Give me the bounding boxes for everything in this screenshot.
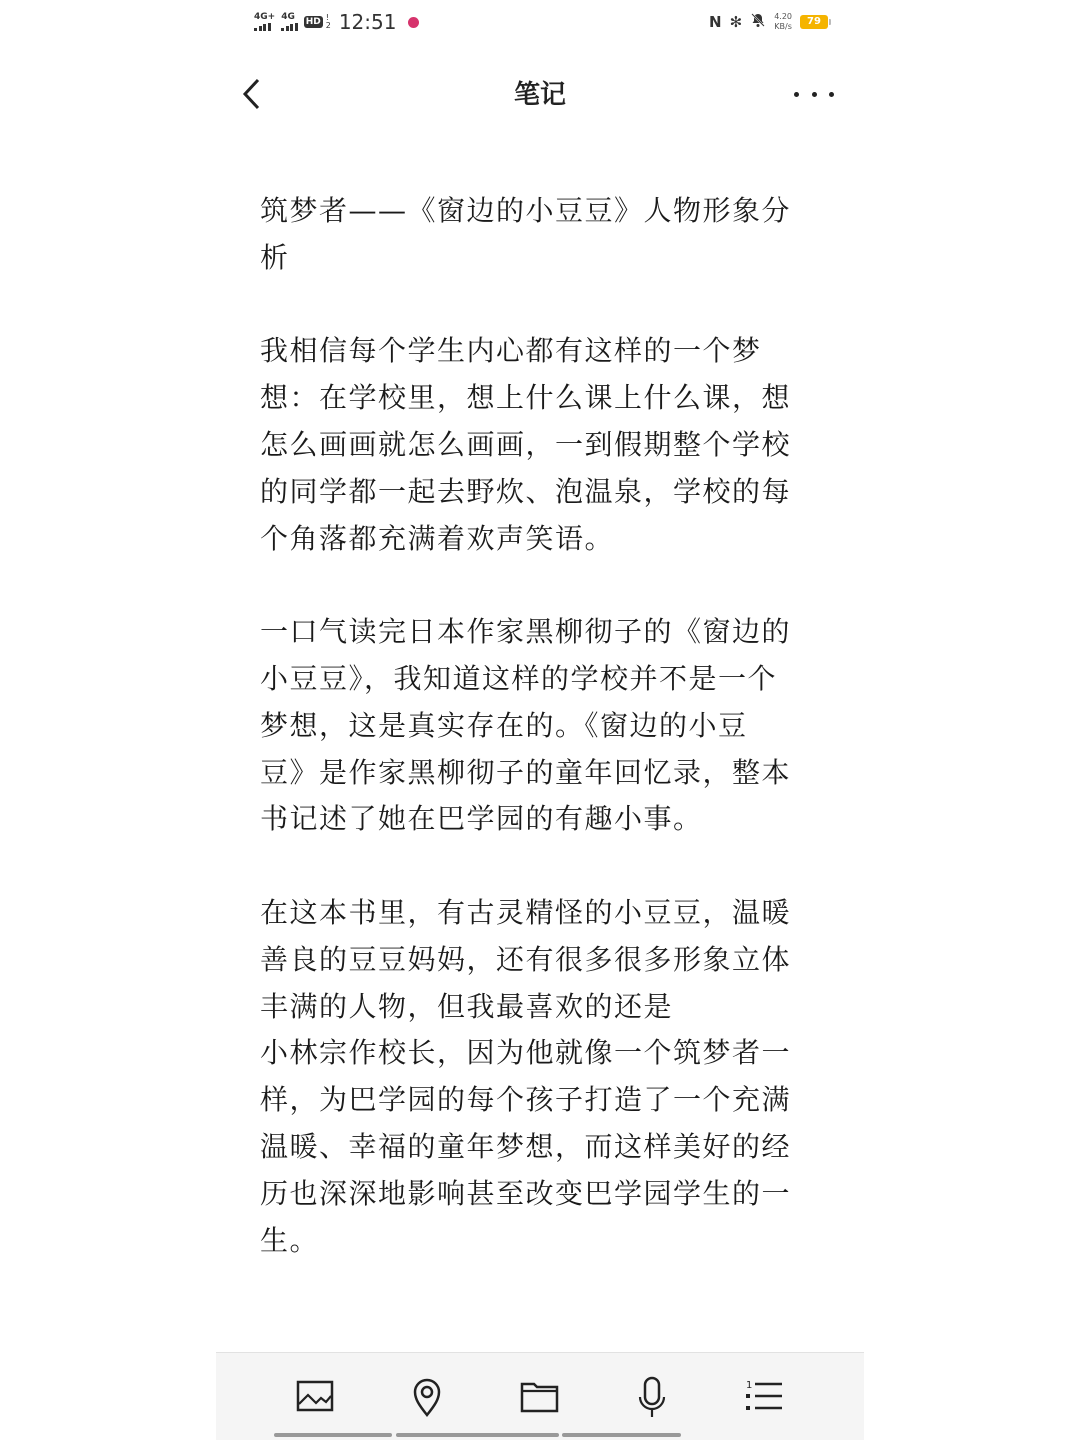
list-format-button[interactable] xyxy=(740,1373,788,1421)
more-dot-icon xyxy=(812,92,817,97)
clock: 12:51 xyxy=(338,10,397,34)
signal-4g-icon: 4G xyxy=(281,13,298,31)
folder-icon xyxy=(520,1380,560,1414)
location-pin-icon xyxy=(411,1377,443,1417)
insert-file-button[interactable] xyxy=(516,1373,564,1421)
insert-location-button[interactable] xyxy=(403,1373,451,1421)
insert-image-button[interactable] xyxy=(292,1373,340,1421)
bluetooth-icon: ✻ xyxy=(729,13,743,31)
numbered-list-icon xyxy=(744,1379,784,1415)
hd-voice-icon: HD xyxy=(305,17,321,27)
voice-record-button[interactable] xyxy=(628,1373,676,1421)
microphone-icon xyxy=(637,1376,667,1418)
hd-sim-indicator: ! 2 xyxy=(325,13,331,30)
toolbar-scroll-indicator xyxy=(562,1433,681,1437)
toolbar-scroll-indicator xyxy=(274,1433,392,1437)
note-editor[interactable] xyxy=(260,188,820,1311)
editor-toolbar xyxy=(216,1352,864,1440)
image-icon xyxy=(296,1380,336,1414)
status-bar xyxy=(216,0,864,48)
network-speed: 4.20 KB/s xyxy=(774,12,792,31)
app-notification-icon xyxy=(408,17,419,28)
battery-icon: 79 xyxy=(800,15,828,29)
more-dot-icon xyxy=(794,92,799,97)
status-right xyxy=(709,12,828,32)
signal-4g-plus-icon: 4G+ xyxy=(254,13,275,31)
more-options-button[interactable] xyxy=(794,88,834,100)
note-paragraph-2: 一口气读完日本作家黑柳彻子的《窗边的 小豆豆》，我知道这样的学校并不是一个 梦想，这是真实存在的。《窗边的小豆 豆》是作家黑柳彻子的童年回忆录，整本 书记述了她在巴学园的有趣小事。 xyxy=(260,615,792,836)
note-paragraph-3: 在这本书里，有古灵精怪的小豆豆，温暖 善良的豆豆妈妈，还有很多很多形象立体 丰满的人物，但我最喜欢的还是 小林宗作校长，因为他就像一个筑梦者一 样，为巴学园的每个孩子打造了一个充满 温暖、幸福的童年梦想，而这样美好的经 历也深深地影响甚至改变巴学园学生的一 生。 xyxy=(260,895,792,1257)
more-dot-icon xyxy=(829,92,834,97)
nfc-icon: N xyxy=(709,13,722,31)
phone-screen xyxy=(216,0,864,1439)
app-header xyxy=(216,60,864,128)
note-paragraph-1: 我相信每个学生内心都有这样的一个梦 想：在学校里，想上什么课上什么课，想 怎么画画就怎么画画，一到假期整个学校 的同学都一起去野炊、泡温泉，学校的每 个角落都充满着欢声笑语。 xyxy=(260,334,792,555)
page-title: 笔记 xyxy=(513,80,566,110)
status-left xyxy=(254,10,419,34)
svg-text:1: 1 xyxy=(746,1380,753,1391)
toolbar-scroll-indicator xyxy=(396,1433,559,1437)
note-title: 筑梦者——《窗边的小豆豆》人物形象分 析 xyxy=(260,194,792,274)
mute-bell-icon xyxy=(750,12,766,32)
